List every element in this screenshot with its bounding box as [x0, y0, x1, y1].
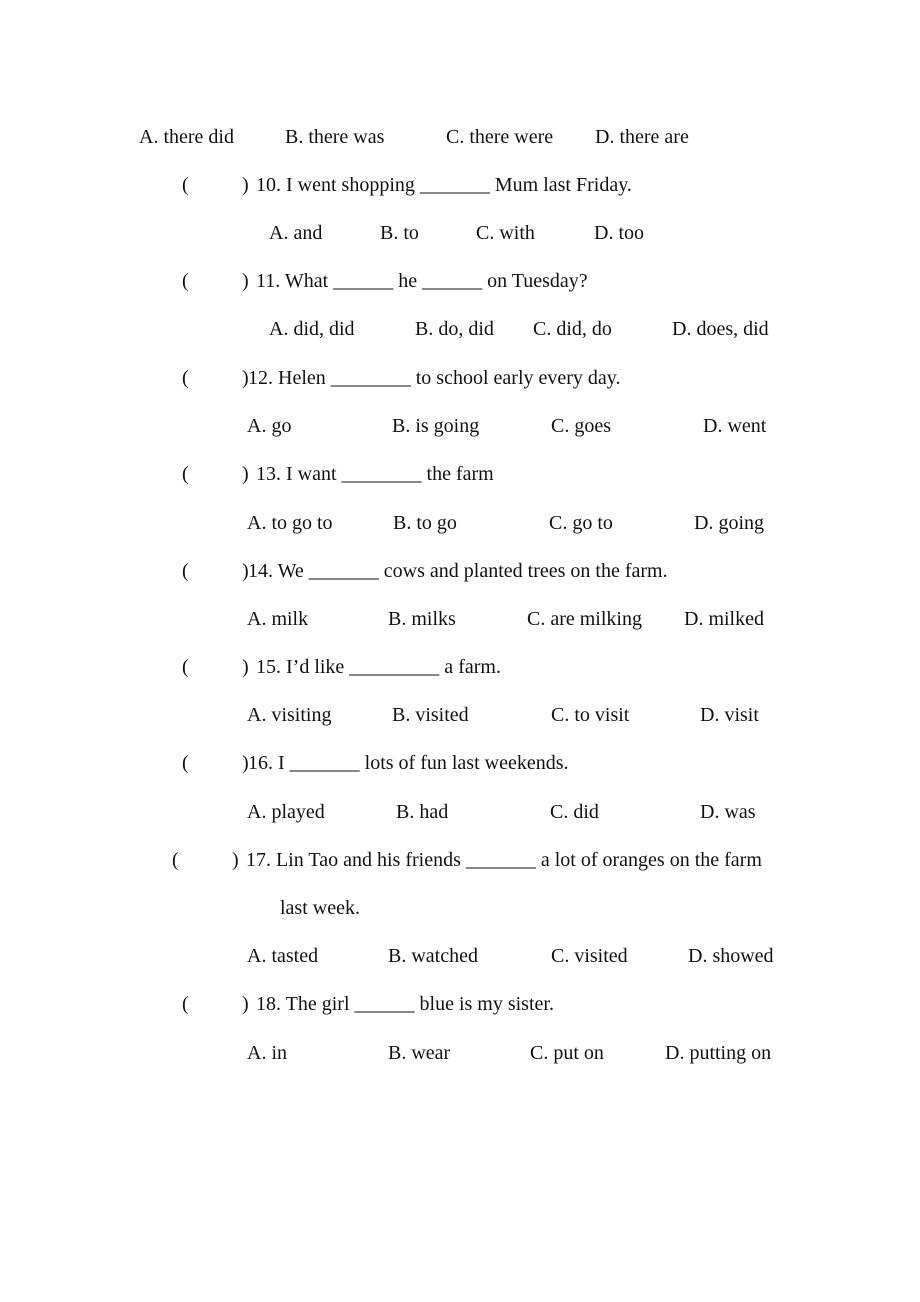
answer-paren-open: (: [182, 560, 189, 582]
option-d: D. showed: [688, 945, 774, 967]
answer-paren-open: (: [182, 993, 189, 1015]
option-c: C. goes: [551, 415, 611, 437]
answer-paren-open: (: [182, 656, 189, 678]
q9-option-a: A. there did: [139, 126, 234, 148]
question-stem: 16. I _______ lots of fun last weekends.: [248, 752, 569, 774]
answer-paren-open: (: [172, 849, 179, 871]
option-a: A. milk: [247, 608, 309, 630]
option-b: B. do, did: [415, 318, 494, 340]
question-stem: 12. Helen ________ to school early every day.: [248, 367, 621, 389]
answer-paren-close: ): [242, 560, 249, 582]
option-a: A. did, did: [269, 318, 355, 340]
option-b: B. to go: [393, 512, 457, 534]
answer-paren-open: (: [182, 752, 189, 774]
answer-paren-open: (: [182, 174, 189, 196]
option-d: D. went: [703, 415, 767, 437]
option-d: D. was: [700, 801, 756, 823]
option-b: B. milks: [388, 608, 456, 630]
option-c: C. go to: [549, 512, 613, 534]
question-stem: 13. I want ________ the farm: [256, 463, 494, 485]
answer-paren-close: ): [242, 367, 249, 389]
answer-paren-close: ): [242, 993, 249, 1015]
option-b: B. had: [396, 801, 449, 823]
option-c: C. visited: [551, 945, 628, 967]
question-stem-continued: last week.: [280, 897, 360, 919]
option-a: A. tasted: [247, 945, 319, 967]
option-b: B. watched: [388, 945, 478, 967]
option-c: C. to visit: [551, 704, 630, 726]
answer-paren-open: (: [182, 270, 189, 292]
option-d: D. putting on: [665, 1042, 772, 1064]
option-d: D. visit: [700, 704, 759, 726]
option-c: C. did: [550, 801, 599, 823]
answer-paren-close: ): [242, 270, 249, 292]
option-c: C. are milking: [527, 608, 642, 630]
question-stem: 14. We _______ cows and planted trees on the farm.: [248, 560, 668, 582]
option-d: D. going: [694, 512, 764, 534]
question-stem: 17. Lin Tao and his friends _______ a lot of oranges on the farm: [246, 849, 762, 871]
q9-option-c: C. there were: [446, 126, 554, 148]
answer-paren-open: (: [182, 463, 189, 485]
question-stem: 11. What ______ he ______ on Tuesday?: [256, 270, 588, 292]
option-d: D. milked: [684, 608, 764, 630]
option-a: A. visiting: [247, 704, 332, 726]
answer-paren-close: ): [242, 174, 249, 196]
q9-option-d: D. there are: [595, 126, 689, 148]
option-a: A. to go to: [247, 512, 333, 534]
answer-paren-open: (: [182, 367, 189, 389]
option-c: C. put on: [530, 1042, 604, 1064]
option-d: D. does, did: [672, 318, 769, 340]
option-b: B. visited: [392, 704, 469, 726]
option-b: B. is going: [392, 415, 480, 437]
answer-paren-close: ): [232, 849, 239, 871]
question-stem: 15. I’d like _________ a farm.: [256, 656, 501, 678]
option-b: B. wear: [388, 1042, 451, 1064]
option-c: C. did, do: [533, 318, 612, 340]
answer-paren-close: ): [242, 656, 249, 678]
option-a: A. and: [269, 222, 323, 244]
question-stem: 10. I went shopping _______ Mum last Friday.: [256, 174, 632, 196]
option-b: B. to: [380, 222, 419, 244]
option-a: A. played: [247, 801, 325, 823]
option-a: A. go: [247, 415, 292, 437]
answer-paren-close: ): [242, 463, 249, 485]
question-stem: 18. The girl ______ blue is my sister.: [256, 993, 554, 1015]
q9-option-b: B. there was: [285, 126, 385, 148]
option-c: C. with: [476, 222, 535, 244]
option-a: A. in: [247, 1042, 287, 1064]
option-d: D. too: [594, 222, 644, 244]
answer-paren-close: ): [242, 752, 249, 774]
